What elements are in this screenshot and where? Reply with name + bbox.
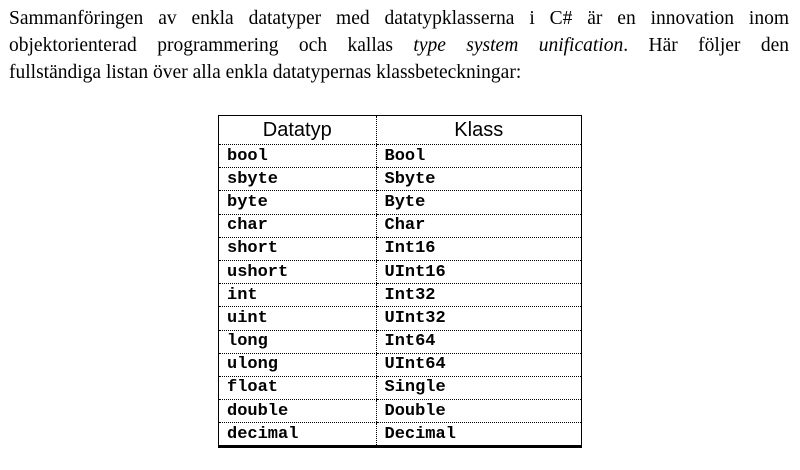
datatype-table	[219, 116, 581, 447]
datatype-cell: short	[219, 237, 376, 260]
intro-line-2	[9, 32, 789, 59]
header-datatype: Datatyp	[219, 116, 376, 145]
table-row	[219, 284, 581, 307]
datatype-cell: float	[219, 376, 376, 399]
class-cell: UInt64	[376, 353, 581, 376]
datatype-cell: bool	[219, 145, 376, 168]
class-cell: Single	[376, 376, 581, 399]
datatype-cell: ushort	[219, 260, 376, 283]
table-row	[219, 168, 581, 191]
table-row	[219, 214, 581, 237]
class-cell: Char	[376, 214, 581, 237]
class-cell: UInt16	[376, 260, 581, 283]
class-cell: Int64	[376, 330, 581, 353]
datatype-cell: ulong	[219, 353, 376, 376]
table-header-row	[219, 116, 581, 145]
class-cell: UInt32	[376, 307, 581, 330]
table-row	[219, 237, 581, 260]
datatype-cell: char	[219, 214, 376, 237]
intro-line-1: Sammanföringen av enkla datatyper med datatypklasserna i C# är en innovation inom	[9, 8, 789, 29]
table-row	[219, 400, 581, 423]
intro-line-2-end: . Här följer den	[623, 35, 789, 56]
class-cell: Int16	[376, 237, 581, 260]
datatype-cell: byte	[219, 191, 376, 214]
class-cell: Decimal	[376, 423, 581, 447]
intro-line-2-start: objektorienterad programmering och kallas	[9, 35, 414, 56]
class-cell: Sbyte	[376, 168, 581, 191]
table-row	[219, 191, 581, 214]
class-cell: Bool	[376, 145, 581, 168]
class-cell: Byte	[376, 191, 581, 214]
table-row	[219, 423, 581, 447]
term-type-system-unification: type system unification	[413, 35, 624, 56]
intro-line-3: fullständiga listan över alla enkla datatypernas klassbeteckningar:	[9, 62, 522, 83]
table-row	[219, 330, 581, 353]
datatype-cell: long	[219, 330, 376, 353]
header-klass: Klass	[376, 116, 581, 145]
class-cell: Int32	[376, 284, 581, 307]
table-row	[219, 145, 581, 168]
datatype-cell: sbyte	[219, 168, 376, 191]
datatype-cell: int	[219, 284, 376, 307]
intro-paragraph	[9, 5, 789, 86]
datatype-cell: decimal	[219, 423, 376, 447]
table-row	[219, 307, 581, 330]
datatype-class-table	[218, 115, 582, 448]
table-row	[219, 376, 581, 399]
datatype-cell: double	[219, 400, 376, 423]
table-row	[219, 260, 581, 283]
table-row	[219, 353, 581, 376]
class-cell: Double	[376, 400, 581, 423]
datatype-cell: uint	[219, 307, 376, 330]
